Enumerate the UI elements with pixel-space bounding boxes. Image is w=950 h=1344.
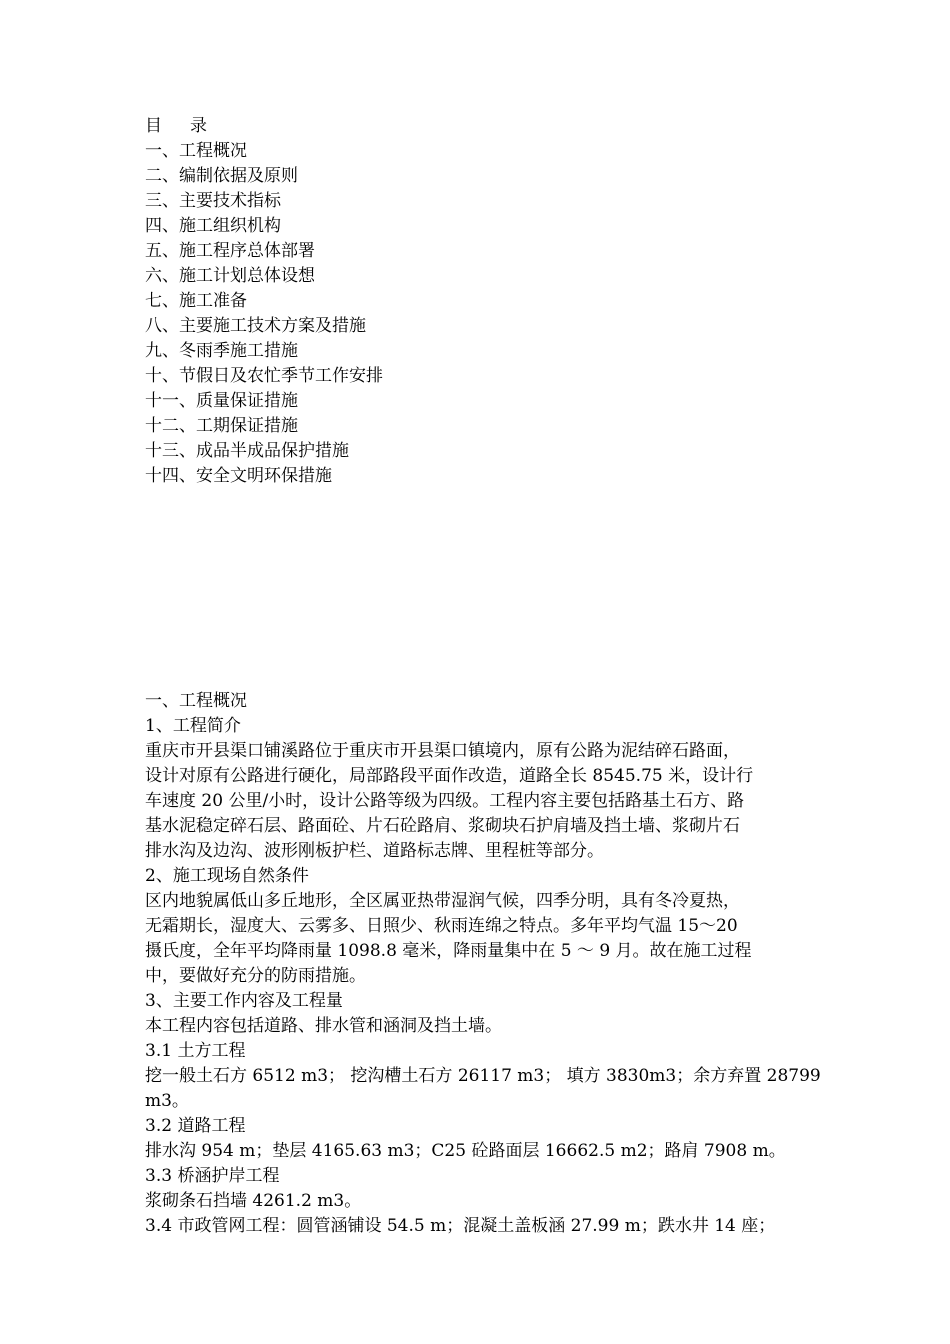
toc-item: 十四、安全文明环保措施 xyxy=(145,466,332,486)
toc-item: 六、施工计划总体设想 xyxy=(145,266,315,286)
toc-item: 二、编制依据及原则 xyxy=(145,166,298,186)
paragraph-site-conditions xyxy=(145,889,810,989)
paragraph-line: 本工程内容包括道路、排水管和涵洞及挡土墙。 xyxy=(145,1016,502,1036)
toc-item: 四、施工组织机构 xyxy=(145,216,281,236)
paragraph-line: 无霜期长，湿度大、云雾多、日照少、秋雨连绵之特点。多年平均气温 15～20 xyxy=(145,916,738,936)
paragraph-line: 区内地貌属低山多丘地形，全区属亚热带湿润气候，四季分明，具有冬冷夏热， xyxy=(145,891,740,911)
document-page xyxy=(145,114,821,1239)
toc-item: 十三、成品半成品保护措施 xyxy=(145,441,349,461)
toc-title xyxy=(145,114,810,139)
toc-list xyxy=(145,139,810,489)
paragraph-line: 排水沟及边沟、波形刚板护栏、道路标志牌、里程桩等部分。 xyxy=(145,841,604,861)
paragraph-line: 车速度 20 公里/小时，设计公路等级为四级。工程内容主要包括路基土石方、路 xyxy=(145,791,745,811)
paragraph-earthwork xyxy=(145,1064,821,1114)
toc-item: 八、主要施工技术方案及措施 xyxy=(145,316,366,336)
toc-item: 十、节假日及农忙季节工作安排 xyxy=(145,366,383,386)
toc-item: 十一、质量保证措施 xyxy=(145,391,298,411)
paragraph-line: 摄氏度，全年平均降雨量 1098.8 毫米，降雨量集中在 5 ～ 9 月。故在施工过程 xyxy=(145,941,752,961)
page-gap xyxy=(145,489,810,689)
toc-item: 五、施工程序总体部署 xyxy=(145,241,315,261)
paragraph-line: 浆砌条石挡墙 4261.2 m3。 xyxy=(145,1191,362,1211)
toc-item: 三、主要技术指标 xyxy=(145,191,281,211)
paragraph-project-intro xyxy=(145,739,810,864)
toc-item: 七、施工准备 xyxy=(145,291,247,311)
paragraph-line: 中，要做好充分的防雨措施。 xyxy=(145,966,366,986)
toc-item: 十二、工期保证措施 xyxy=(145,416,298,436)
toc-title-left: 目 xyxy=(145,116,162,136)
paragraph-line: 排水沟 954 m；垫层 4165.63 m3；C25 砼路面层 16662.5 m2；路肩 7908 m。 xyxy=(145,1141,786,1161)
paragraph-line: 设计对原有公路进行硬化，局部路段平面作改造，道路全长 8545.75 米，设计行 xyxy=(145,766,754,786)
subsection-title: 3、主要工作内容及工程量 xyxy=(145,991,343,1011)
subsection-title: 3.3 桥涵护岸工程 xyxy=(145,1166,280,1186)
subsection-title: 2、施工现场自然条件 xyxy=(145,866,309,886)
paragraph-line: m3。 xyxy=(145,1091,189,1111)
subsection-title: 3.1 土方工程 xyxy=(145,1041,246,1061)
toc-item: 九、冬雨季施工措施 xyxy=(145,341,298,361)
toc-item: 一、工程概况 xyxy=(145,141,247,161)
section-title: 一、工程概况 xyxy=(145,691,247,711)
subsection-title: 3.2 道路工程 xyxy=(145,1116,246,1136)
paragraph-line: 挖一般土石方 6512 m3； 挖沟槽土石方 26117 m3； 填方 3830m3；余方弃置 28799 xyxy=(145,1066,821,1086)
paragraph-line: 重庆市开县渠口铺溪路位于重庆市开县渠口镇境内，原有公路为泥结碎石路面， xyxy=(145,741,740,761)
paragraph-line: 基水泥稳定碎石层、路面砼、片石砼路肩、浆砌块石护肩墙及挡土墙、浆砌片石 xyxy=(145,816,740,836)
paragraph-line: 3.4 市政管网工程：圆管涵铺设 54.5 m；混凝土盖板涵 27.99 m；跌水井 14 座； xyxy=(145,1216,776,1236)
subsection-title: 1、工程简介 xyxy=(145,716,241,736)
toc-title-right: 录 xyxy=(190,116,207,136)
